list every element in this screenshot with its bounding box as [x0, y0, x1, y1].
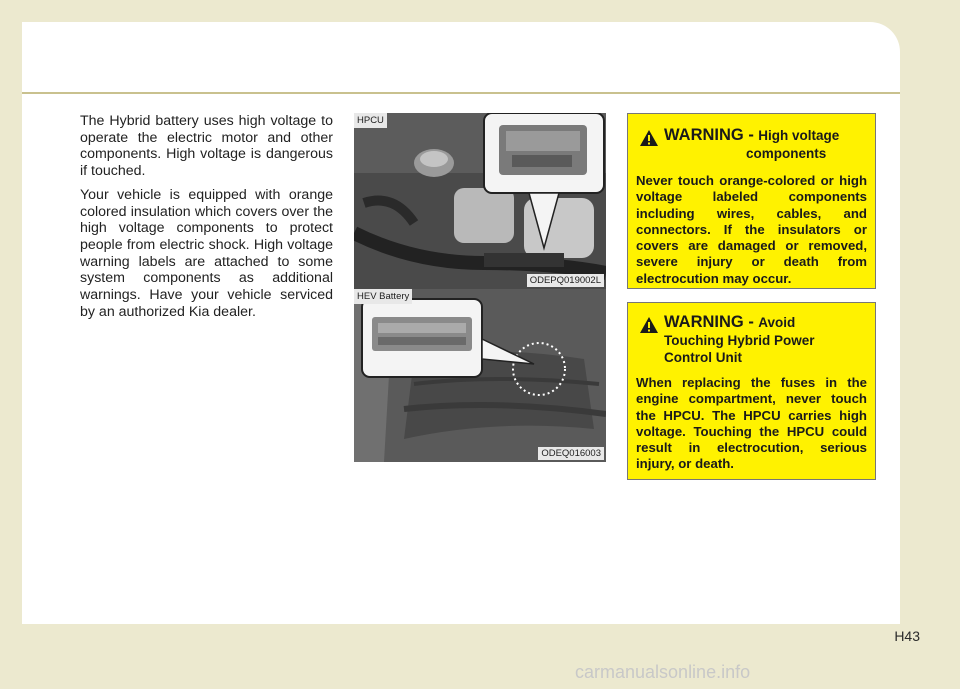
warning-triangle-icon — [639, 129, 659, 147]
image-code: ODEPQ019002L — [527, 274, 604, 287]
image-code: ODEQ016003 — [538, 447, 604, 460]
warning-box-hpcu — [627, 302, 876, 480]
warning-title: High voltage — [758, 128, 840, 143]
watermark: carmanualsonline.info — [575, 662, 751, 682]
rear-seat-illustration — [354, 289, 606, 462]
warning-title: Avoid — [758, 315, 796, 330]
paragraph-1: The Hybrid battery uses high voltage to operate the electric motor and other components. High voltage is dangerous if touched. — [80, 113, 333, 180]
warning-word: WARNING - — [664, 126, 754, 144]
right-band — [900, 0, 938, 689]
bottom-band — [0, 624, 938, 689]
page-number: H43 — [894, 628, 920, 644]
warning-triangle-icon — [639, 316, 659, 334]
paragraph-2: Your vehicle is equipped with orange colored insulation which covers over the high voltage components to protect people from electric shock. High voltage warning labels are attached to some system components as additional warnings. Have your vehicle serviced by an authorized Kia dealer. — [80, 186, 333, 320]
header-rule — [22, 92, 900, 94]
warning-heading — [636, 126, 867, 163]
hev-battery-label: HEV Battery — [354, 289, 412, 304]
warning-body: When replacing the fuses in the engine compartment, never touch the HPCU. The HPCU carries high voltage. Touching the HPCU could result in electrocution, serious injury, or death. — [636, 375, 867, 472]
warning-title-line-2: components — [746, 146, 827, 161]
hpcu-photo — [354, 113, 606, 289]
warning-box-high-voltage — [627, 113, 876, 289]
warning-heading — [636, 313, 867, 367]
hev-battery-photo — [354, 289, 606, 462]
warning-title-line-2: Touching Hybrid Power Control Unit — [664, 333, 815, 365]
warning-body: Never touch orange-colored or high voltage labeled components including wires, cables, and connectors. If the insulators or covers are damaged or removed, severe injury or death from electrocution may occur. — [636, 173, 867, 286]
body-text — [80, 113, 333, 327]
hpcu-label: HPCU — [354, 113, 387, 128]
engine-bay-illustration — [354, 113, 606, 289]
warning-word: WARNING - — [664, 313, 754, 331]
